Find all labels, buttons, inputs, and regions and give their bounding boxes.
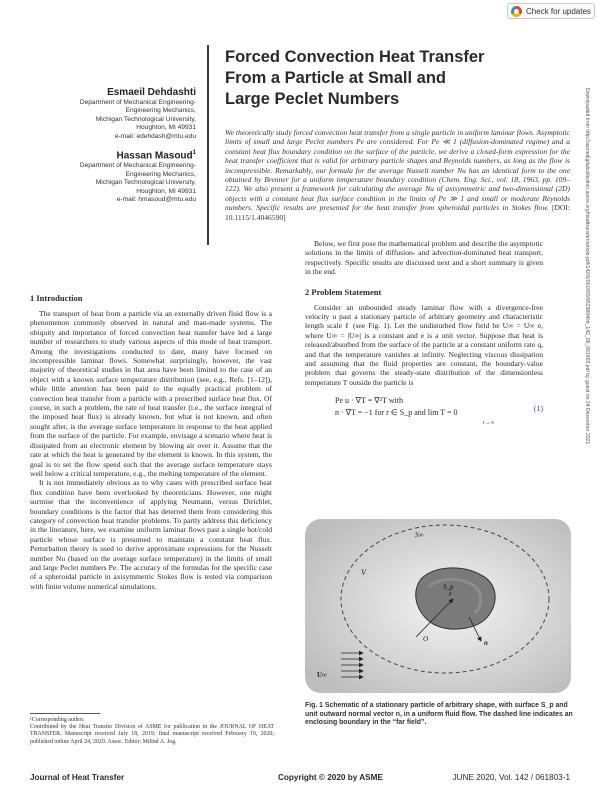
title-line: Large Peclet Numbers bbox=[225, 90, 400, 108]
abstract-text: We theoretically study forced convection heat transfer from a single particle in uniform laminar flows. Asymptotic limits of small and large Peclet numbers Pe are considered. For Pe ≪ 1 (diffusion-dominated regime) and a constant heat flux boundary condition on the surface of the particle, we derive a closed-form expression for the heat transfer coefficient that is valid for arbitrary particle shapes and Reynolds numbers, as long as the flow is incompressible. Remarkably, our formula for the average Nusselt number Nu has an identical form to the one obtained by Brenner for a uniform temperature boundary condition (Chem. Eng. Sci., vol. 18, 1963, pp. 109–122). We also present a framework for calculating the average Nu of axisymmetric and two-dimensional (2D) objects with a constant heat flux surface condition in the limits of Pe ≫ 1 and small or moderate Reynolds numbers. Specific results are presented for the heat transfer from spheroidal particles in Stokes flow. bbox=[225, 128, 570, 213]
equation-number[interactable]: (1) bbox=[533, 404, 543, 414]
paragraph: The transport of heat from a particle via an externally driven fluid flow is a phenomenon commonly observed in natural and man-made systems. The ubiquity and importance of forced convection heat transfer have led a large number of researchers to study various aspects of this mode of heat transport. Among the investigations conducted to date, many have focused on incompressible laminar flows. Somewhat surprisingly, however, the vast majority of theoretical studies in that area have been limited to the case of an object with a known surface temperature distribution (see, e.g., Refs. [1–12]), while little attention has been paid to the equally practical problem of convection heat transfer from a particle with a prescribed surface heat flux. Of course, in such a problem, the rate of heat transfer (i.e., the surface integral of the imposed heat flux) is already known, but what is not known, and often sought after, is the average surface temperature in response to the heat applied from the surface of the particle. For example, envisage a scenario where heat is dissipated from an electronic element by blowing air over it. Assume that the rate at which the heat is generated by the element is known. In this system, the goal is to set the flow speed such that the average surface temperature stays well below a critical temperature, e.g., the melting temperature of the element. bbox=[30, 309, 272, 478]
r-label: r bbox=[449, 590, 452, 598]
figure-1-caption: Fig. 1 Schematic of a stationary particle of arbitrary shape, with surface S_p and unit outward normal vector n, in a uniform fluid flow. The dashed line indicates an enclosing boundary in the “far field”. bbox=[305, 702, 573, 727]
equation-1 bbox=[305, 395, 543, 425]
particle-shape bbox=[416, 568, 495, 629]
paragraph: Below, we first pose the mathematical problem and describe the asymptotic solutions in the limits of diffusion- and advection-dominated heat transport, respectively. Specific results are discussed next and a short summary is given in the end. bbox=[305, 239, 543, 277]
title-line: From a Particle at Small and bbox=[225, 69, 446, 87]
particle-surface-label: S_p bbox=[443, 583, 454, 591]
equation-line: Pe u · ∇T = ∇²T with bbox=[335, 396, 403, 406]
issue-info: JUNE 2020, Vol. 142 / 061803-1 bbox=[452, 773, 570, 782]
paper-title bbox=[225, 47, 575, 110]
author-name: Esmaeil Dehdashti bbox=[107, 87, 196, 98]
footnote-rule bbox=[30, 713, 100, 714]
journal-name: Journal of Heat Transfer bbox=[30, 773, 125, 782]
check-for-updates-button[interactable] bbox=[507, 3, 595, 19]
section-heading: 2 Problem Statement bbox=[305, 286, 382, 297]
paragraph: It is not immediately obvious as to why cases with prescribed surface heat flux condition have been overlooked by theoreticians. However, one might surmise that the inconvenience of applying Neumann, versus Dirichlet, boundary conditions is the factor that has deterred them from considering this category of convection heat transfer problems. To partly address this deficiency in the literature, here, we examine uniform laminar flows past a single hot/cold particle whose surface is presumed to maintain a constant heat flux. Perturbation theory is used to derive approximate expressions for the Nusselt number Nu (based on the average surface temperature) in the limits of small and large Peclet numbers Pe. The accuracy of the formulas for the specific case of a spheroidal particle in axisymmetric Stokes flow is tested via comparison with finite volume numerical simulations. bbox=[30, 478, 272, 591]
author-affiliation-line: Michigan Technological University, bbox=[95, 179, 196, 187]
author-email[interactable]: e-mail: edehdash@mtu.edu bbox=[114, 132, 196, 140]
title-line: Forced Convection Heat Transfer bbox=[225, 48, 485, 66]
equation-line: n · ∇T = −1 for r ∈ S_p and lim T = 0 bbox=[335, 408, 458, 418]
equation-limit-subscript: r→∞ bbox=[483, 420, 495, 427]
section-heading: 1 Introduction bbox=[30, 293, 83, 303]
author-affiliation-line: Department of Mechanical Engineering- bbox=[79, 162, 196, 170]
author-affiliation-line: Engineering Mechanics, bbox=[125, 107, 196, 115]
title-divider bbox=[207, 45, 209, 245]
footnotes bbox=[30, 717, 274, 746]
n-label: n bbox=[484, 639, 488, 647]
origin-label: O bbox=[423, 635, 429, 643]
figure-1-schematic bbox=[303, 517, 573, 695]
paragraph: Consider an unbounded steady laminar flow with a divergence-free velocity u past a stationary particle of arbitrary geometry and characteristic length scale ℓ (see Fig. 1). Let the undisturbed flow field be U∞ = U∞ e, where U∞ = |U∞| is a constant and e is a unit vector. Suppose that heat is released/absorbed from the surface of the particle at a constant uniform rate q, and that the temperature vanishes at infinity. Neglecting viscous dissipation and assuming that the fluid properties are constant, the boundary-value problem that governs the steady-state distribution of the dimensionless temperature T outside the particle is bbox=[305, 302, 543, 387]
left-column bbox=[30, 293, 272, 591]
copyright: Copyright © 2020 by ASME bbox=[278, 773, 383, 782]
author-affiliation-line: Houghton, MI 49931 bbox=[136, 187, 196, 195]
download-side-note: Downloaded from http://asmedigitalcollection.asme.org/heattransfer/article-pdf/142/6/061803/6529804/ht_142_06_061803.pdf by guest on 24 December 2021 bbox=[584, 88, 590, 445]
freestream-velocity-label: U∞ bbox=[317, 671, 328, 679]
author-name: Hassan Masoud$^1$ bbox=[116, 150, 196, 162]
author-email[interactable]: e-mail: hmasoud@mtu.edu bbox=[116, 195, 196, 203]
author-affiliation-line: Department of Mechanical Engineering- bbox=[79, 99, 196, 106]
footnote: ¹Corresponding author. bbox=[30, 717, 85, 723]
author-affiliation-line: Engineering Mechanics, bbox=[125, 170, 196, 178]
s-infinity-label: S∞ bbox=[415, 531, 424, 539]
author-affiliation-line: Michigan Technological University, bbox=[95, 115, 196, 123]
doi-link[interactable]: [DOI: 10.1115/1.4046590] bbox=[225, 203, 570, 222]
author-affiliation-line: Houghton, MI 49931 bbox=[136, 124, 196, 132]
crossmark-icon bbox=[511, 6, 522, 17]
abstract bbox=[225, 128, 570, 222]
right-column bbox=[305, 239, 543, 431]
footnote: Contributed by the Heat Transfer Division of ASME for publication in the JOURNAL OF HEAT TRANSFER. Manuscript received July 18, 2019; final manuscript received February 19, 2020; published online April 24, 2020. Assoc. Editor: Milind A. Jog. bbox=[30, 724, 274, 745]
volume-label: V bbox=[361, 568, 366, 577]
corresponding-author-mark: 1 bbox=[192, 150, 196, 157]
check-for-updates-label: Check for updates bbox=[526, 6, 591, 16]
author-block bbox=[30, 86, 196, 204]
